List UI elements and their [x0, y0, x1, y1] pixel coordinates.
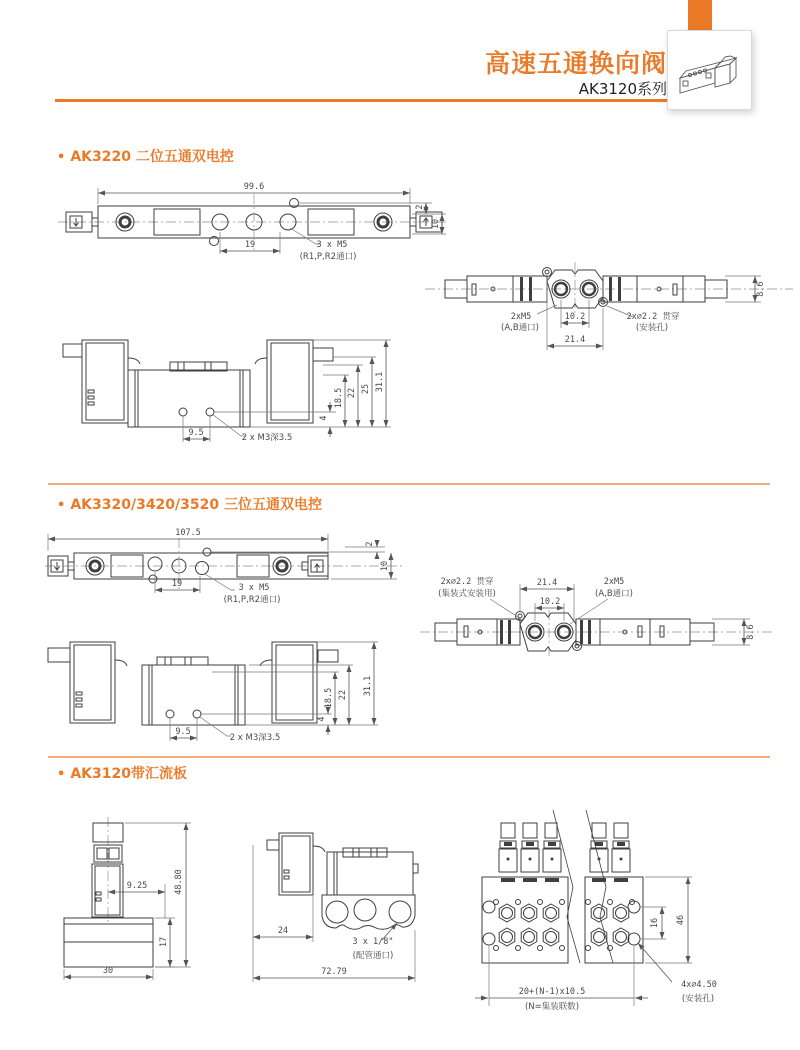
- mount-holes-label: 4x∅4.50: [681, 980, 717, 990]
- dim-hole-pitch-16: 16: [650, 917, 660, 929]
- dim-22: 22: [338, 689, 348, 701]
- dim-height-10: 10: [380, 560, 390, 572]
- dim-depth-46: 46: [676, 914, 686, 926]
- dim-hole-pitch: 21.4: [536, 578, 558, 588]
- dim-311: 31.1: [363, 675, 373, 697]
- ak3120-side-view-drawing: [55, 812, 230, 984]
- ab-ports-note: (A,B通口): [501, 323, 539, 333]
- ab-ports-label: 2xM5: [603, 577, 625, 587]
- ak3220-top-view-drawing: [58, 176, 448, 268]
- mount-holes-label: 2x∅2.2 贯穿: [626, 312, 680, 322]
- ak3320-bottom-view-drawing: [420, 572, 800, 684]
- mount-holes-note: (安装孔): [681, 994, 715, 1004]
- tap-label: 2 x M3深3.5: [229, 733, 281, 743]
- dim-pitch-19: 19: [244, 240, 256, 250]
- ports-label: 3 x M5: [316, 240, 348, 250]
- section-heading-ak3120: [57, 763, 187, 783]
- dim-length-note: (N=集装联数): [524, 1002, 580, 1012]
- series-label: AK3120系列: [578, 80, 667, 98]
- dim-port-pitch: 10.2: [564, 312, 586, 322]
- dim-height-10: 10: [431, 218, 441, 230]
- product-thumbnail: [667, 30, 752, 110]
- pipe-ports-note: (配管通口): [352, 951, 394, 961]
- dim-hole-pitch: 21.4: [564, 335, 586, 345]
- ak3120-manifold-front-drawing: [250, 820, 465, 990]
- section-heading-ak3220: [57, 146, 234, 166]
- svg-defs: [0, 0, 1, 1]
- section-divider: [48, 483, 770, 485]
- ak3220-front-view-drawing: [55, 330, 400, 470]
- dim-22: 22: [347, 387, 357, 399]
- dim-311: 31.1: [375, 371, 385, 393]
- mount-holes-note: (集装式安装用): [438, 589, 496, 599]
- dim-height: 48.80: [174, 869, 184, 895]
- dim-overall-width: 99.6: [243, 182, 265, 192]
- dim-185: 18.5: [334, 387, 344, 409]
- dim-base-height: 17: [159, 936, 169, 948]
- dim-depth-86: 8.6: [746, 624, 756, 640]
- section-title: AK3120带汇流板: [70, 766, 187, 782]
- ports-note: (R1,P,R2通口): [223, 595, 281, 605]
- page-title: 高速五通换向阀: [484, 49, 667, 78]
- pipe-ports-label: 3 x 1/8": [352, 937, 394, 947]
- ak3220-bottom-view-drawing: [425, 262, 800, 360]
- dim-depth-86: 8.6: [756, 281, 766, 297]
- tap-label: 2 x M3深3.5: [241, 433, 293, 443]
- dim-95: 9.5: [175, 727, 191, 737]
- section-heading-ak3320: [57, 494, 322, 514]
- dim-base-width: 30: [102, 966, 114, 976]
- section-title: AK3220 二位五通双电控: [70, 149, 234, 165]
- dim-offset-24: 24: [277, 926, 289, 936]
- dim-185: 18.5: [324, 687, 334, 709]
- section-divider: [48, 756, 770, 758]
- ports-note: (R1,P,R2通口): [299, 252, 357, 262]
- mount-holes-label: 2x∅2.2 贯穿: [440, 577, 494, 587]
- bullet-icon: •: [57, 767, 66, 782]
- dim-offset: 9.25: [126, 881, 148, 891]
- dim-25: 25: [361, 383, 371, 395]
- ak3320-top-view-drawing: [45, 520, 445, 620]
- ports-label: 3 x M5: [238, 583, 270, 593]
- dim-offset-2: 2: [365, 541, 375, 547]
- dim-95: 9.5: [188, 428, 204, 438]
- mount-holes-note: (安装孔): [635, 323, 669, 333]
- ab-ports-note: (A,B通口): [595, 589, 633, 599]
- ab-ports-label: 2xM5: [510, 312, 532, 322]
- dim-4: 4: [319, 415, 329, 421]
- dim-pitch-19: 19: [171, 579, 183, 589]
- dim-overall-width: 72.79: [321, 967, 347, 977]
- ak3120-manifold-top-drawing: [468, 806, 768, 1021]
- page-corner-tab: [688, 0, 712, 32]
- dim-port-pitch: 10.2: [539, 597, 561, 607]
- product-valve-icon: [668, 31, 751, 109]
- section-title: AK3320/3420/3520 三位五通双电控: [70, 497, 322, 513]
- dim-offset-2: 2: [415, 204, 425, 210]
- dim-length-formula: 20+(N-1)x10.5: [518, 987, 586, 997]
- header-rule: [55, 99, 667, 102]
- dim-4: 4: [317, 716, 327, 722]
- bullet-icon: •: [57, 498, 66, 513]
- ak3320-front-view-drawing: [45, 640, 395, 752]
- dim-overall-width: 107.5: [175, 528, 201, 538]
- bullet-icon: •: [57, 150, 66, 165]
